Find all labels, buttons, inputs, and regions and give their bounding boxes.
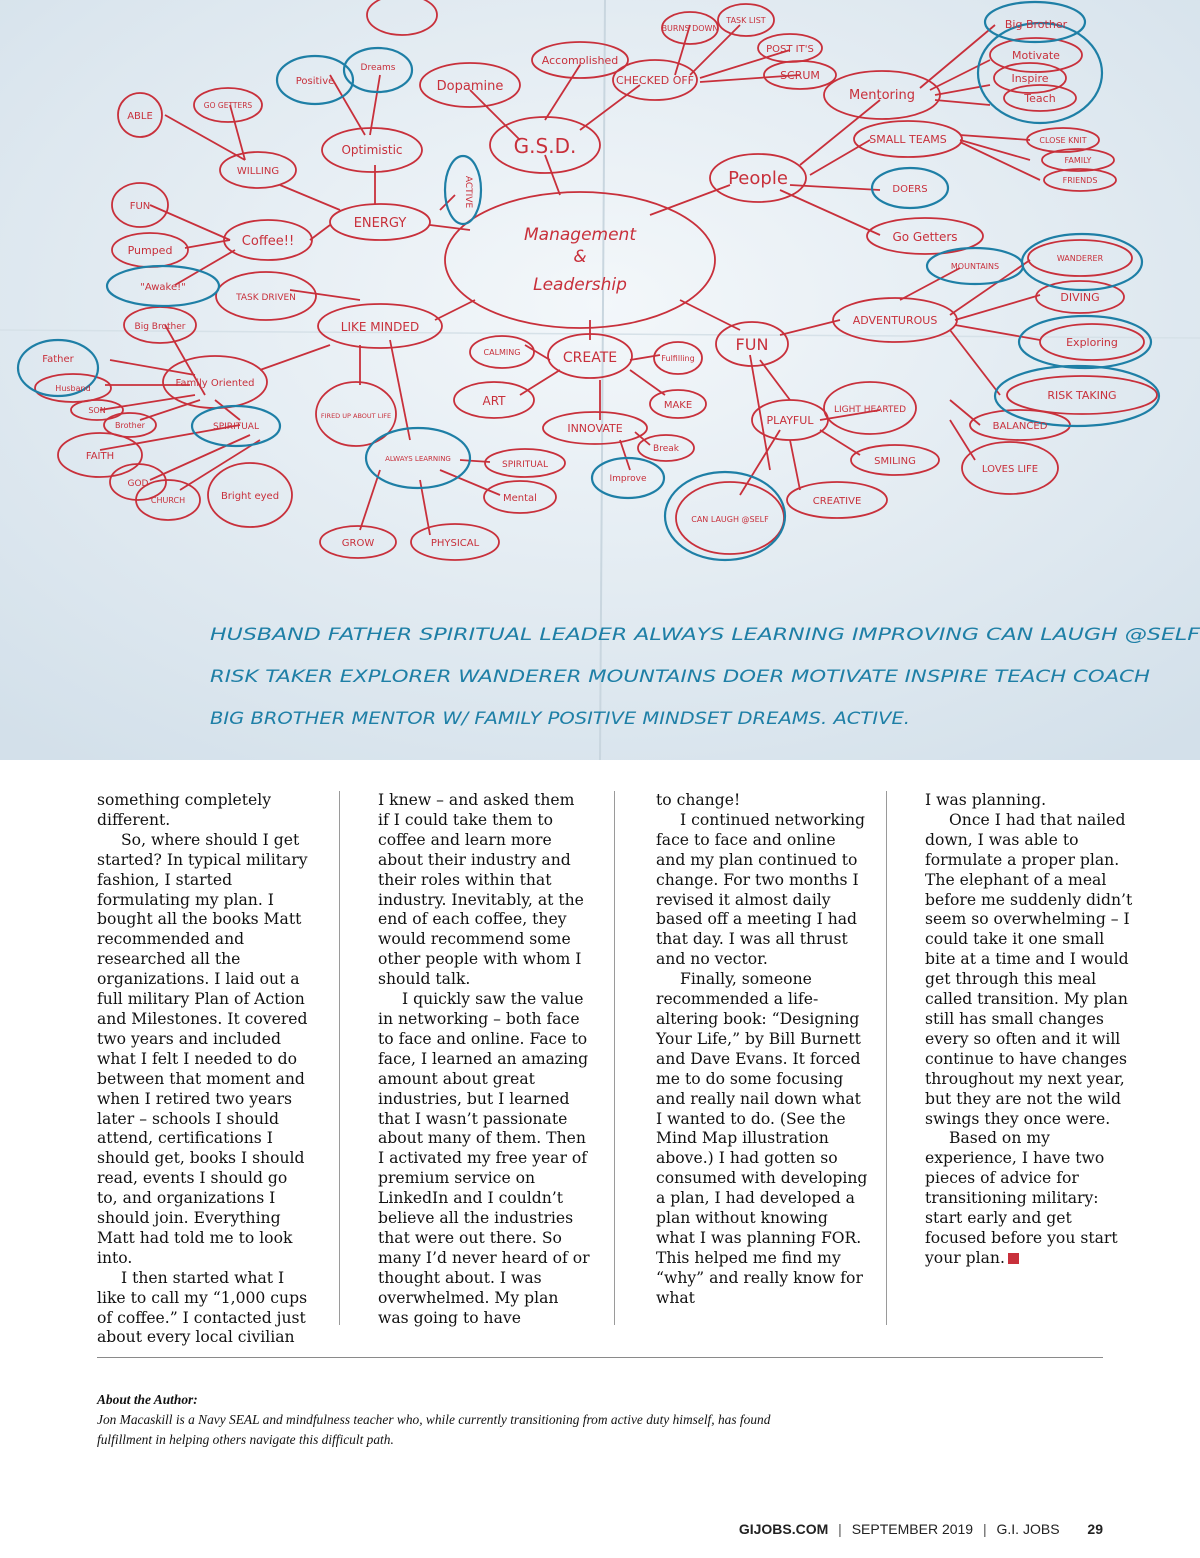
hub-gsd: G.S.D. bbox=[513, 134, 577, 158]
article-column-4 bbox=[925, 791, 1137, 1269]
page-footer bbox=[739, 1521, 1103, 1537]
node-accomplished: Accomplished bbox=[541, 54, 619, 67]
node-innovate: INNOVATE bbox=[567, 422, 623, 435]
footer-date: SEPTEMBER 2019 bbox=[851, 1521, 974, 1537]
article-column-1 bbox=[97, 791, 309, 1348]
node-church: CHURCH bbox=[150, 496, 186, 505]
author-bio: Jon Macaskill is a Navy SEAL and mindfulness teacher who, while currently transitioning from active duty himself, has found fulfillment in helping others navigate this difficult path. bbox=[97, 1412, 771, 1447]
paragraph: to change! bbox=[656, 791, 741, 809]
author-heading: About the Author: bbox=[97, 1392, 198, 1407]
node-creative: CREATIVE bbox=[812, 496, 862, 507]
node-coffee: Coffee!! bbox=[241, 234, 295, 249]
section-divider bbox=[97, 1357, 1103, 1358]
column-divider bbox=[614, 791, 615, 1325]
node-son: SON bbox=[88, 406, 106, 415]
node-art: ART bbox=[482, 394, 506, 408]
node-playful: PLAYFUL bbox=[766, 414, 814, 427]
node-doers: DOERS bbox=[892, 184, 928, 195]
hub-people: People bbox=[728, 168, 788, 189]
paragraph bbox=[925, 1129, 1137, 1268]
node-scrum: SCRUM bbox=[780, 69, 820, 82]
paragraph: So, where should I get started? In typical military fashion, I started formulating my plan. I bought all the books Matt recommended and researched all the organizations. I laid out a full military Plan of Action and Milestones. It covered two years and included what I felt I needed to do between that moment and when I retired two years later – schools I should attend, certifications I should get, books I should read, events I should go to, and organizations I should join. Everything Matt had told me to look into. bbox=[97, 830, 308, 1267]
node-physical: PHYSICAL bbox=[430, 538, 480, 549]
node-smiling: SMILING bbox=[874, 456, 916, 467]
mind-map-center-line-2: & bbox=[573, 247, 587, 267]
node-checked-off: CHECKED OFF bbox=[615, 74, 695, 87]
node-spiritual-left: SPIRITUAL bbox=[213, 422, 259, 432]
node-family-oriented: Family Oriented bbox=[175, 378, 255, 389]
node-willing: WILLING bbox=[236, 166, 280, 177]
node-big-brother: Big Brother bbox=[1004, 18, 1068, 31]
node-fired-up: FIRED UP ABOUT LIFE bbox=[320, 412, 392, 420]
node-post-its: POST IT'S bbox=[766, 44, 814, 55]
paragraph: I quickly saw the value in networking – both face to face and online. Face to face, I learned an amazing amount about great industries, but I learned that I wasn’t passionate about many of them. Then I activated my free year of premium service on LinkedIn and I couldn’t believe all the industries that were out there. So many I’d never heard of or thought about. I was overwhelmed. My plan was going to have bbox=[378, 990, 590, 1327]
node-awake: "Awake!" bbox=[140, 282, 186, 293]
node-mental: Mental bbox=[503, 493, 537, 504]
summary-line-2: RISK TAKER EXPLORER WANDERER MOUNTAINS DOER MOTIVATE INSPIRE TEACH COACH bbox=[210, 667, 1151, 687]
node-exploring: Exploring bbox=[1066, 336, 1118, 349]
hub-like-minded: LIKE MINDED bbox=[340, 320, 420, 334]
mind-map-center-line-1: Management bbox=[524, 225, 636, 245]
node-light-hearted: LIGHT HEARTED bbox=[833, 405, 907, 415]
node-loves-life: LOVES LIFE bbox=[981, 464, 1039, 475]
about-the-author bbox=[97, 1390, 817, 1450]
node-teach: Teach bbox=[1024, 92, 1056, 105]
node-family: FAMILY bbox=[1064, 156, 1092, 165]
node-adventurous: ADVENTUROUS bbox=[852, 314, 938, 327]
node-task-list: TASK LIST bbox=[726, 16, 766, 25]
footer-separator: | bbox=[982, 1521, 987, 1537]
node-close-knit: CLOSE KNIT bbox=[1039, 136, 1087, 145]
paragraph: something completely different. bbox=[97, 791, 272, 829]
node-pumped: Pumped bbox=[127, 244, 173, 257]
footer-magazine: G.I. JOBS bbox=[996, 1521, 1060, 1537]
node-brother: Brother bbox=[115, 421, 145, 430]
node-faith: FAITH bbox=[85, 451, 115, 462]
node-can-laugh: CAN LAUGH @SELF bbox=[691, 515, 769, 524]
node-always-learning: ALWAYS LEARNING bbox=[385, 455, 451, 463]
end-of-article-mark: GI bbox=[1008, 1253, 1019, 1264]
paragraph: Finally, someone recommended a life-altering book: “Designing Your Life,” by Bill Burnett and Dave Evans. It forced me to do some focusing and really nail down what I wanted to do. (See the Mind Map illustration above.) I had gotten so consumed with developing a plan, I had developed a plan without knowing what I was planning FOR. This helped me find my “why” and really know for what bbox=[656, 970, 868, 1307]
node-husband: Husband bbox=[55, 384, 91, 393]
node-task-driven: TASK DRIVEN bbox=[236, 293, 296, 303]
node-mountains: MOUNTAINS bbox=[950, 262, 1000, 271]
node-fun-left: FUN bbox=[129, 201, 151, 212]
node-grow: GROW bbox=[341, 538, 375, 549]
node-go-getters: Go Getters bbox=[892, 230, 958, 244]
paragraph: I then started what I like to call my “1,000 cups of coffee.” I contacted just about every local civilian bbox=[97, 1268, 308, 1347]
node-big-brother-left: Big Brother bbox=[134, 322, 186, 332]
node-spiritual: SPIRITUAL bbox=[502, 460, 548, 470]
node-bright-eyed: Bright eyed bbox=[220, 491, 280, 502]
column-divider bbox=[339, 791, 340, 1325]
footer-separator: | bbox=[838, 1521, 842, 1537]
paragraph: I knew – and asked them if I could take them to coffee and learn more about their industry and their roles within that industry. Inevitably, at the end of each coffee, they would recommend some other people with whom I should talk. bbox=[378, 791, 584, 989]
summary-line-1: HUSBAND FATHER SPIRITUAL LEADER ALWAYS LEARNING IMPROVING CAN LAUGH @SELF bbox=[210, 625, 1200, 645]
node-inspire: Inspire bbox=[1011, 72, 1049, 85]
node-fulfilling: Fulfilling bbox=[661, 354, 695, 363]
hub-active: ACTIVE bbox=[463, 175, 473, 209]
node-god: GOD bbox=[127, 479, 149, 489]
node-motivate: Motivate bbox=[1012, 49, 1060, 62]
summary-line-3: BIG BROTHER MENTOR W/ FAMILY POSITIVE MINDSET DREAMS. ACTIVE. bbox=[210, 709, 910, 729]
paragraph-text: Based on my experience, I have two pieces of advice for transitioning military: start early and get focused before you start your plan. bbox=[925, 1129, 1118, 1267]
node-dreams: Dreams bbox=[360, 63, 396, 73]
paragraph: I was planning. bbox=[925, 791, 1047, 809]
node-able: ABLE bbox=[127, 111, 153, 122]
mind-map-photo bbox=[0, 0, 1200, 760]
article-column-2 bbox=[378, 791, 590, 1328]
node-balanced: BALANCED bbox=[992, 421, 1048, 432]
mind-map-center-line-3: Leadership bbox=[533, 275, 627, 295]
node-father: Father bbox=[42, 354, 74, 365]
node-positive: Positive bbox=[295, 76, 335, 87]
node-diving: DIVING bbox=[1060, 291, 1100, 304]
node-mentoring: Mentoring bbox=[849, 88, 915, 103]
hub-fun: FUN bbox=[735, 335, 769, 354]
node-go-getters-left: GO GETTERS bbox=[203, 101, 253, 110]
hub-create: CREATE bbox=[562, 350, 618, 366]
node-improve: Improve bbox=[609, 474, 647, 484]
node-friends: FRIENDS bbox=[1062, 176, 1098, 185]
node-calming: CALMING bbox=[483, 348, 521, 357]
node-optimistic: Optimistic bbox=[341, 143, 403, 157]
paragraph: Once I had that nailed down, I was able to formulate a proper plan. The elephant of a meal before me suddenly didn’t seem so overwhelming – I could take it one small bite at a time and I would get through this meal called transition. My plan still has small changes every so often and it will continue to have changes throughout my next year, but they are not the wild swings they once were. bbox=[925, 810, 1133, 1128]
article-column-3 bbox=[656, 791, 868, 1309]
node-wanderer: WANDERER bbox=[1056, 254, 1104, 263]
node-make: MAKE bbox=[663, 400, 693, 411]
node-risk-taking: RISK TAKING bbox=[1047, 389, 1117, 402]
page-number: 29 bbox=[1087, 1521, 1103, 1537]
node-small-teams: SMALL TEAMS bbox=[869, 133, 947, 146]
footer-site: GIJOBS.COM bbox=[738, 1521, 829, 1537]
node-dopamine: Dopamine bbox=[436, 79, 504, 94]
hub-energy: ENERGY bbox=[353, 216, 407, 231]
node-break: Break bbox=[653, 444, 679, 454]
paragraph: I continued networking face to face and online and my plan continued to change. For two months I revised it almost daily based off a meeting I had that day. I was all thrust and no vector. bbox=[656, 810, 865, 969]
column-divider bbox=[886, 791, 887, 1325]
node-burns-down: BURNS DOWN bbox=[661, 24, 719, 33]
